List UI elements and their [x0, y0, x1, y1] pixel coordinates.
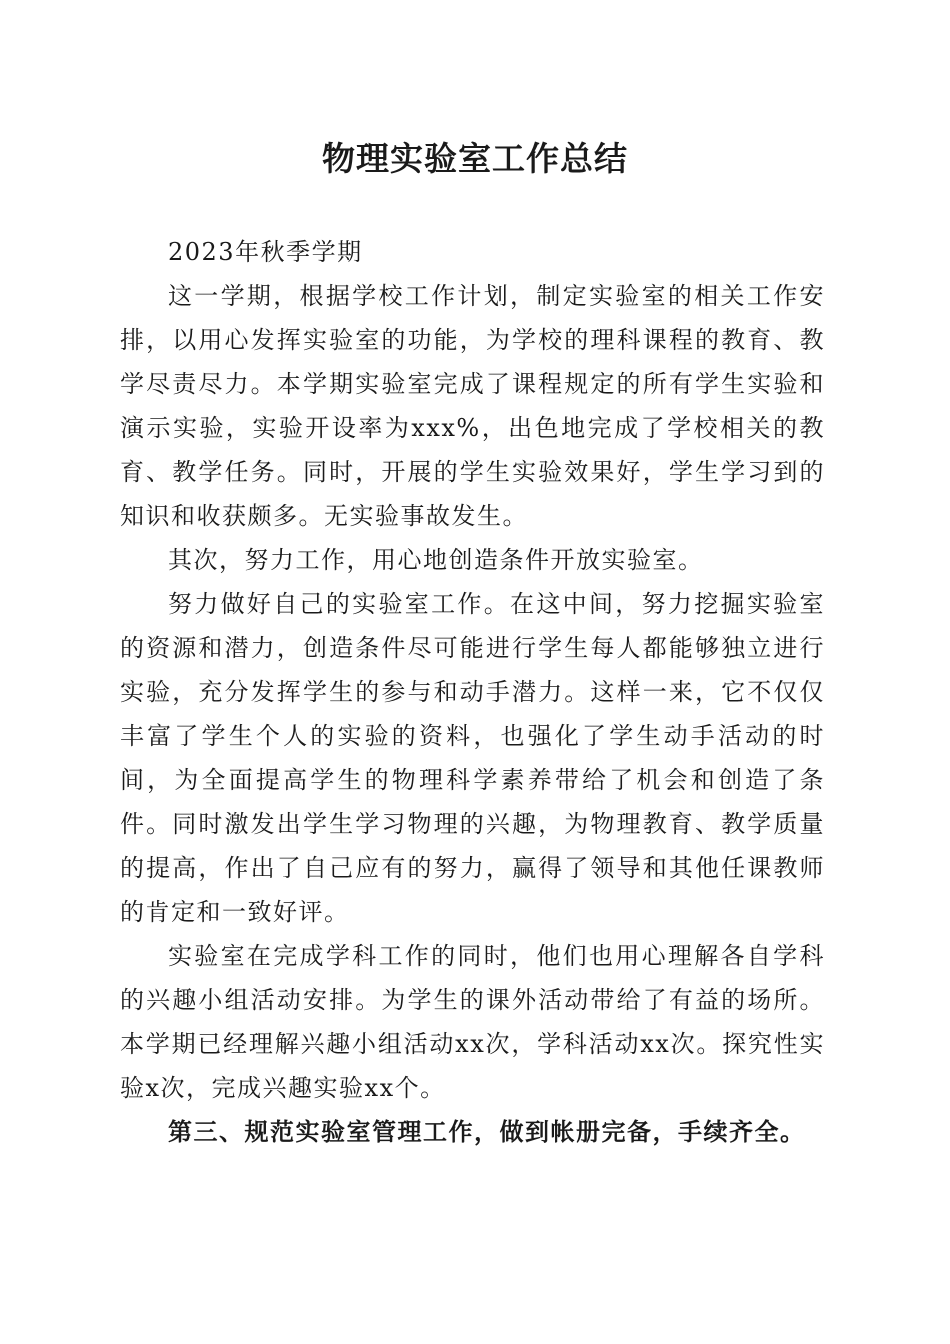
paragraph-section-three: 第三、规范实验室管理工作，做到帐册完备，手续齐全。	[168, 1117, 806, 1146]
document-title: 物理实验室工作总结	[322, 139, 628, 178]
paragraph-overview: 这一学期，根据学校工作计划，制定实验室的相关工作安排，以用心发挥实验室的功能，为学校的理科课程的教育、教学尽责尽力。本学期实验室完成了课程规定的所有学生实验和演示实验，实验开设率为xxx%，出色地完成了学校相关的教育、教学任务。同时，开展的学生实验效果好，学生学习到的知识和收获颇多。无实验事故发生。	[120, 282, 825, 530]
paragraph-lab-work: 努力做好自己的实验室工作。在这中间，努力挖掘实验室的资源和潜力，创造条件尽可能进行学生每人都能够独立进行实验，充分发挥学生的参与和动手潜力。这样一来，它不仅仅丰富了学生个人的实验的资料，也强化了学生动手活动的时间，为全面提高学生的物理科学素养带给了机会和创造了条件。同时激发出学生学习物理的兴趣，为物理教育、教学质量的提高，作出了自己应有的努力，赢得了领导和其他任课教师的肯定和一致好评。	[120, 590, 825, 926]
semester-line: 2023年秋季学期	[168, 238, 363, 266]
paragraph-open-lab: 其次，努力工作，用心地创造条件开放实验室。	[168, 546, 704, 574]
paragraph-interest-groups: 实验室在完成学科工作的同时，他们也用心理解各自学科的兴趣小组活动安排。为学生的课外活动带给了有益的场所。本学期已经理解兴趣小组活动xx次，学科活动xx次。探究性实验x次，完成兴趣实验xx个。	[120, 942, 825, 1102]
document-body	[120, 230, 825, 1154]
